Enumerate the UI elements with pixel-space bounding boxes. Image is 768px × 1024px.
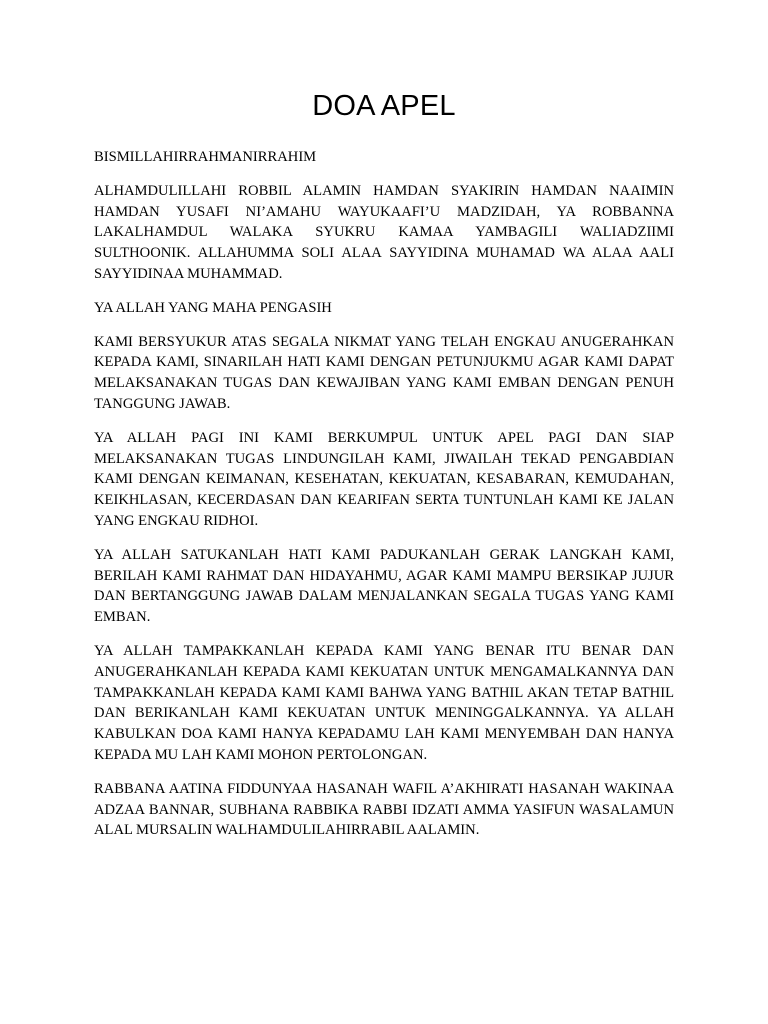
paragraph-truth: YA ALLAH TAMPAKKANLAH KEPADA KAMI YANG BENAR ITU BENAR DAN ANUGERAHKANLAH KEPADA KAMI KEKUATAN UNTUK MENGAMALKANNYA DAN TAMPAKKANLAH KEPADA KAMI KAMI BAHWA YANG BATHIL AKAN TETAP BATHIL DAN BERIKANLAH KAMI KEKUATAN UNTUK MENINGGALKANNYA. YA ALLAH KABULKAN DOA KAMI HANYA KEPADAMU LAH KAMI MENYEMBAH DAN HANYA KEPADA MU LAH KAMI MOHON PERTOLONGAN. <box>94 642 674 763</box>
paragraph-praise: ALHAMDULILLAHI ROBBIL ALAMIN HAMDAN SYAKIRIN HAMDAN NAAIMIN HAMDAN YUSAFI NI’AMAHU WAYUKAAFI’U MADZIDAH, YA ROBBANNA LAKALHAMDUL WALAKA SYUKRU KAMAA YAMBAGILI WALIADZIIMI SULTHOONIK. ALLAHUMMA SOLI ALAA SAYYIDINA MUHAMAD WA ALAA AALI SAYYIDINAA MUHAMMAD. <box>94 182 674 282</box>
document-body <box>94 147 674 854</box>
paragraph-gratitude: KAMI BERSYUKUR ATAS SEGALA NIKMAT YANG TELAH ENGKAU ANUGERAHKAN KEPADA KAMI, SINARILAH HATI KAMI DENGAN PETUNJUKMU AGAR KAMI DAPAT MELAKSANAKAN TUGAS DAN KEWAJIBAN YANG KAMI EMBAN DENGAN PENUH TANGGUNG JAWAB. <box>94 333 674 412</box>
paragraph-unity: YA ALLAH SATUKANLAH HATI KAMI PADUKANLAH GERAK LANGKAH KAMI, BERILAH KAMI RAHMAT DAN HIDAYAHMU, AGAR KAMI MAMPU BERSIKAP JUJUR DAN BERTANGGUNG JAWAB DALAM MENJALANKAN SEGALA TUGAS YANG KAMI EMBAN. <box>94 546 674 626</box>
paragraph-opening: BISMILLAHIRRAHMANIRRAHIM <box>94 149 317 165</box>
paragraph-closing: RABBANA AATINA FIDDUNYAA HASANAH WAFIL A’AKHIRATI HASANAH WAKINAA ADZAA BANNAR, SUBHANA RABBIKA RABBI IDZATI AMMA YASIFUN WASALAMUN ALAL MURSALIN WALHAMDULILAHIRRABIL AALAMIN. <box>94 780 674 839</box>
paragraph-morning-assembly: YA ALLAH PAGI INI KAMI BERKUMPUL UNTUK APEL PAGI DAN SIAP MELAKSANAKAN TUGAS LINDUNGILAH KAMI, JIWAILAH TEKAD PENGABDIAN KAMI DENGAN KEIMANAN, KESEHATAN, KEKUATAN, KESABARAN, KEMUDAHAN, KEIKHLASAN, KECERDASAN DAN KEARIFAN SERTA TUNTUNLAH KAMI KE JALAN YANG ENGKAU RIDHOI. <box>94 429 674 529</box>
paragraph-invocation: YA ALLAH YANG MAHA PENGASIH <box>94 299 332 316</box>
document-title: DOA APEL <box>312 90 456 122</box>
